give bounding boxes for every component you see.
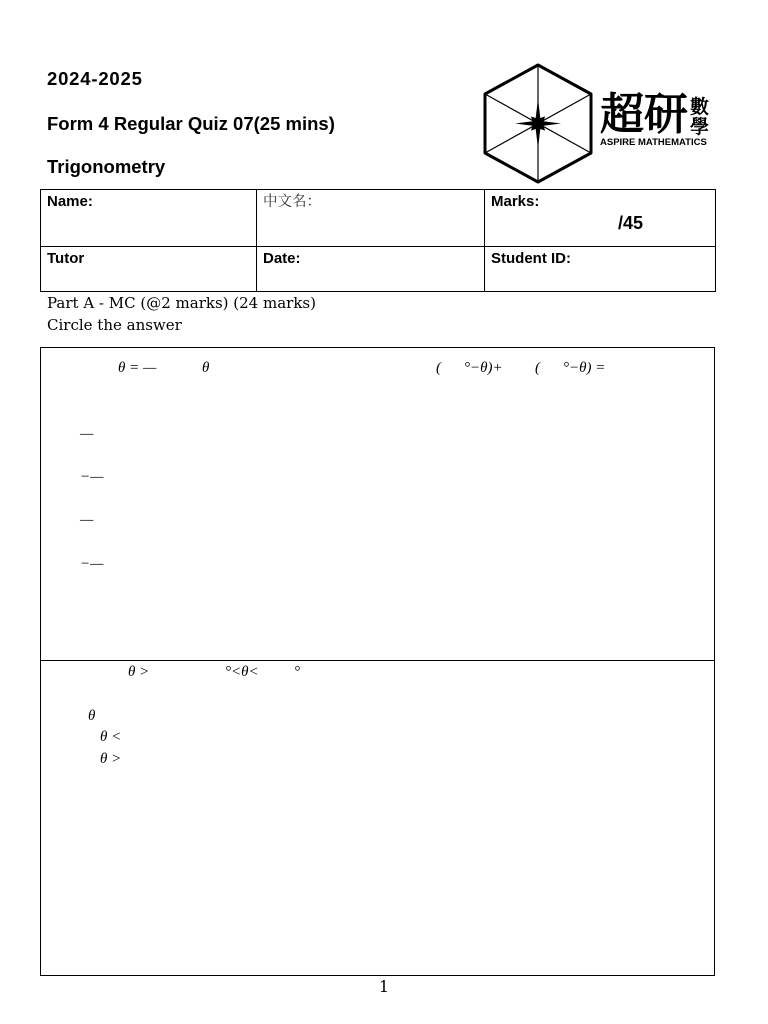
tutor-cell [41,247,257,291]
logo-chinese-side-top: 數 [690,96,710,118]
q2-statement: θ > [100,751,122,767]
student-id-label: Student ID: [491,250,571,267]
q2-statement: θ < [100,729,122,745]
q2-statement: θ [88,708,96,724]
question-1-box [40,347,715,661]
part-a-heading: Part A - MC (@2 marks) (24 marks) [47,294,316,312]
q1-option: −— [80,556,104,572]
q1-option: — [80,512,94,528]
quiz-topic: Trigonometry [47,156,166,177]
marks-total: /45 [618,213,644,233]
q1-stem-fragment: θ = — [118,360,157,376]
q1-stem-fragment: θ [202,360,210,376]
q1-stem-fragment: ( [436,360,441,376]
hexagon-star-icon [482,62,594,186]
logo-chinese-name: 超研 [600,89,688,140]
part-a-instruction: Circle the answer [47,316,182,334]
q1-option: — [80,426,94,442]
q2-stem-fragment: °<θ< [225,664,259,680]
question-2-box [40,660,715,976]
q1-stem-fragment: °−θ)+ [464,360,503,376]
q2-stem-fragment: ° [294,664,300,680]
marks-label: Marks: [491,193,540,210]
name-label: Name: [47,193,93,210]
quiz-title: Form 4 Regular Quiz 07(25 mins) [47,113,335,134]
logo-star [515,99,561,149]
marks-cell [485,190,715,247]
q1-stem-fragment: °−θ) = [563,360,606,376]
page-number: 1 [378,977,390,996]
logo-english-name: ASPIRE MATHEMATICS [600,137,707,148]
name-cell [41,190,257,247]
date-label: Date: [263,250,301,267]
chinese-name-cell [257,190,485,247]
chinese-name-label: 中文名： [263,194,321,210]
date-cell [257,247,485,291]
q2-stem-fragment: θ > [128,664,150,680]
logo-chinese-side-bottom: 學 [690,116,710,138]
school-year: 2024-2025 [47,68,143,89]
q1-option: −— [80,469,104,485]
student-id-cell [485,247,715,291]
student-info-table [40,189,716,292]
q1-stem-fragment: ( [535,360,540,376]
tutor-label: Tutor [47,250,85,267]
